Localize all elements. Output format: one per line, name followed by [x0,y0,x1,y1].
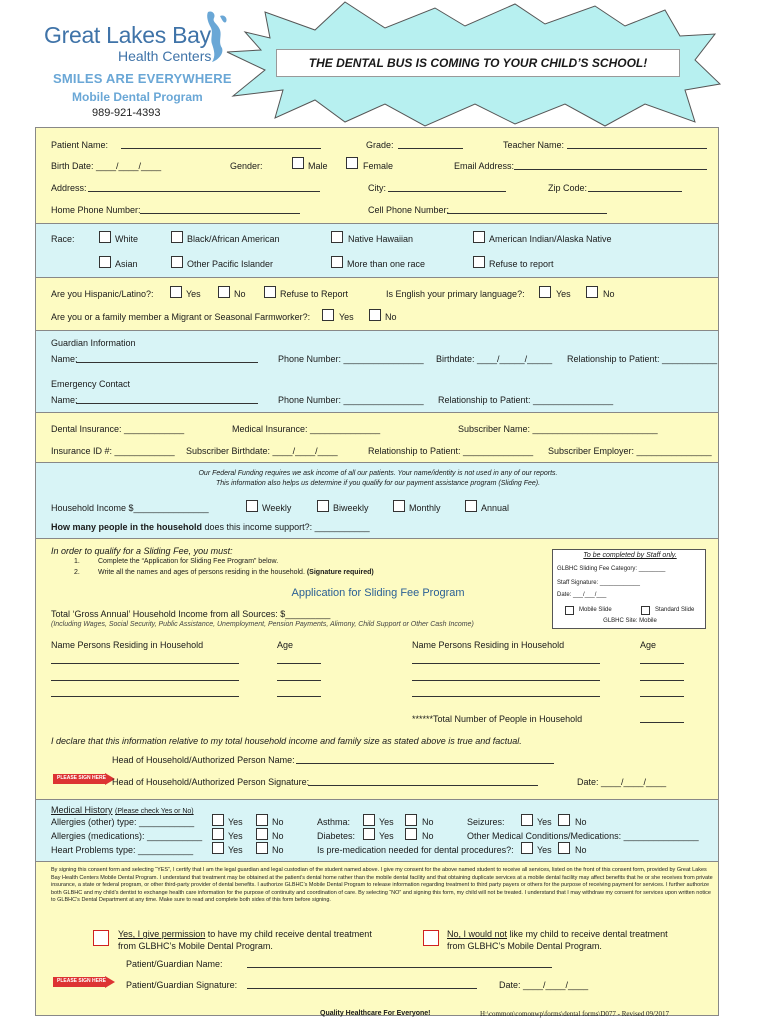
race-hawaiian-checkbox[interactable] [331,231,343,243]
guardian-name-consent-field[interactable] [247,967,552,968]
guardian-phone-label[interactable]: Phone Number: ________________ [278,354,424,364]
medical-section [35,799,719,861]
diabetes-label: Diabetes: [317,831,356,841]
hoh-signature-field[interactable] [308,785,538,786]
qualify-heading: In order to qualify for a Sliding Fee, you must: [51,546,233,556]
migrant-question: Are you or a family member a Migrant or Seasonal Farmworker?: [51,312,311,322]
income-section [35,462,719,538]
race-more-checkbox[interactable] [331,256,343,268]
city-field[interactable] [388,191,506,192]
yes-label: Yes [379,831,394,841]
zip-label: Zip Code: [548,183,588,193]
address-field[interactable] [88,191,320,192]
yes-label: Yes [228,817,243,827]
consent-text: By signing this consent form and selecting “YES”, I certify that I am the legal guardian and legal custodian of the student named above. I give my consent for the above named student to receive all services, listed on the front of this consent form, provided by Great Lakes Bay Health Centers Mobile Dental Program. I understand that treatment may be obtained at the patient’s dental home rather than the mobile dental facility and that obtaining duplicate services at a mobile dental facility may affect benefits that he or she receives from private insurance, a state or federal program, or other third-party provider of dental benefits. I authorize GLBHC’s Mobile Dental Program to release information regarding treatment to third party payers or others for the purpose of receiving payment for services. I further authorize both GLBHC and my child’s dentist to exchange health care information for the purpose of continuity and coordination of care. By selecting “NO” and signing this form, my child will not be treated. I understand that I may withdraw my consent for services upon written notice to GLBHC’s Dental Department at any time. Make sure to read and complete both sides of this form before signing. [51,867,713,903]
hispanic-section [35,277,719,330]
cell-phone-label: Cell Phone Number: [368,205,450,215]
signature-required: (Signature required) [306,569,374,576]
yes-label: Yes [537,817,552,827]
monthly-checkbox[interactable] [393,500,405,512]
guardian-name-consent-label: Patient/Guardian Name: [126,959,223,969]
medical-history-title: Medical History [51,805,113,815]
race-section [35,223,719,277]
household-name-line[interactable] [412,696,600,697]
seizures-yes-checkbox[interactable] [521,814,533,826]
biweekly-checkbox[interactable] [317,500,329,512]
race-asian-checkbox[interactable] [99,256,111,268]
household-age-line[interactable] [640,663,684,664]
diabetes-yes-checkbox[interactable] [363,828,375,840]
race-black-label: Black/African American [187,234,280,244]
subscriber-name-label[interactable]: Subscriber Name: _________________________ [458,424,658,434]
migrant-no-label: No [385,312,397,322]
step-2-number: 2. [74,569,80,576]
yes-label: Yes [537,845,552,855]
declaration: I declare that this information relative to my total household income and family size as stated above is true and factual. [51,736,522,746]
standard-slide-checkbox[interactable] [641,606,650,615]
birth-date-label: Birth Date: ____/____/____ [51,161,162,171]
asthma-yes-checkbox[interactable] [363,814,375,826]
grade-label: Grade: [366,140,394,150]
insurance-id-label[interactable]: Insurance ID #: ____________ [51,446,175,456]
how-many-label[interactable]: does this income support?: ___________ [204,522,370,532]
race-native-checkbox[interactable] [473,231,485,243]
check-yes-no-note: (Please check Yes or No) [115,808,194,815]
household-name-line[interactable] [51,680,239,681]
staff-title: To be completed by Staff only. [583,552,677,559]
race-label: Race: [51,234,75,244]
no-label: No [272,831,284,841]
bus-title: THE DENTAL BUS IS COMING TO YOUR CHILD’S SCHOOL! [276,49,680,77]
no-label: No [272,845,284,855]
heart-no-checkbox[interactable] [256,842,268,854]
allergies-other-yes-checkbox[interactable] [212,814,224,826]
other-conditions-label[interactable]: Other Medical Conditions/Medications: _______________ [467,831,699,841]
org-subtitle: Health Centers [118,48,212,64]
funding-note-1: Our Federal Funding requires we ask income of all our patients. Your name/identity is not used in any of our reports. [198,470,558,477]
hoh-signature-label: Head of Household/Authorized Person Signature: [112,777,310,787]
biweekly-label: Biweekly [333,503,369,513]
weekly-checkbox[interactable] [246,500,258,512]
household-age-line[interactable] [277,680,321,681]
monthly-label: Monthly [409,503,441,513]
standard-slide-label: Standard Slide [655,607,695,613]
guardian-birthdate-label[interactable]: Birthdate: ____/_____/_____ [436,354,553,364]
email-field[interactable] [514,169,707,170]
no-label: No [422,831,434,841]
race-refuse-label: Refuse to report [489,259,554,269]
smiles-tagline: SMILES ARE EVERYWHERE [53,71,232,86]
total-income-label[interactable]: Total ‘Gross Annual’ Household Income from all Sources: $_________ [51,609,331,619]
household-age-line[interactable] [640,696,684,697]
sign-here-label: PLEASE SIGN HERE [57,978,106,984]
hispanic-yes-checkbox[interactable] [170,286,182,298]
patient-name-label: Patient Name: [51,140,109,150]
staff-box [552,549,706,629]
hispanic-refuse-checkbox[interactable] [264,286,276,298]
consent-section [35,861,719,1016]
asthma-label: Asthma: [317,817,351,827]
gender-label: Gender: [230,161,263,171]
english-yes-checkbox[interactable] [539,286,551,298]
female-checkbox[interactable] [346,157,358,169]
english-yes-label: Yes [556,289,571,299]
hoh-date-label[interactable]: Date: ____/____/____ [577,777,667,787]
race-black-checkbox[interactable] [171,231,183,243]
funding-note-2: This information also helps us determine if you qualify for our payment assistance program (Sliding Fee). [215,480,541,487]
grade-field[interactable] [398,148,463,149]
allergies-med-label[interactable]: Allergies (medications): ___________ [51,831,203,841]
phone-number: 989-921-4393 [92,107,161,119]
annual-checkbox[interactable] [465,500,477,512]
household-name-line[interactable] [51,663,239,664]
cell-phone-field[interactable] [447,213,607,214]
teacher-field[interactable] [567,148,707,149]
hoh-name-label: Head of Household/Authorized Person Name: [112,755,295,765]
emergency-title: Emergency Contact [51,379,131,389]
staff-signature[interactable]: Staff Signature: ____________ [557,580,640,586]
race-pacific-checkbox[interactable] [171,256,183,268]
staff-category[interactable]: GLBHC Sliding Fee Category: ________ [557,566,666,572]
diabetes-no-checkbox[interactable] [405,828,417,840]
yes-label: Yes [228,845,243,855]
hispanic-yes-label: Yes [186,289,201,299]
seizures-label: Seizures: [467,817,505,827]
consent-yes-line2: from GLBHC’s Mobile Dental Program. [118,941,273,951]
english-question: Is English your primary language?: [386,289,525,299]
consent-no-rest: like my child to receive dental treatment [509,929,668,939]
heart-label[interactable]: Heart Problems type: ___________ [51,845,194,855]
total-people-label: ******Total Number of People in Household [412,714,583,724]
no-label: No [575,817,587,827]
yes-label: Yes [379,817,394,827]
subscriber-birthdate-label[interactable]: Subscriber Birthdate: ____/____/____ [186,446,338,456]
consent-yes-underline: Yes, I give permission [118,929,206,939]
col-name-right: Name Persons Residing in Household [412,640,565,650]
consent-yes-rest: to have my child receive dental treatment [207,929,372,939]
race-asian-label: Asian [115,259,138,269]
allergies-med-yes-checkbox[interactable] [212,828,224,840]
consent-no-checkbox[interactable] [423,930,439,946]
program-name: Mobile Dental Program [72,90,203,104]
subscriber-employer-label[interactable]: Subscriber Employer: _______________ [548,446,712,456]
household-name-line[interactable] [412,663,600,664]
race-white-checkbox[interactable] [99,231,111,243]
seizures-no-checkbox[interactable] [558,814,570,826]
emergency-name-label: Name: [51,395,78,405]
hoh-name-field[interactable] [296,763,554,764]
col-age-left: Age [277,640,294,650]
premed-yes-checkbox[interactable] [521,842,533,854]
email-label: Email Address: [454,161,515,171]
sliding-fee-section [35,538,719,799]
patient-name-field[interactable] [121,148,321,149]
medical-insurance-label[interactable]: Medical Insurance: ______________ [232,424,381,434]
step-1-text: Complete the “Application for Sliding Fee Program” below. [98,558,279,565]
yes-label: Yes [228,831,243,841]
sign-here-label: PLEASE SIGN HERE [57,775,106,781]
allergies-other-no-checkbox[interactable] [256,814,268,826]
male-label: Male [308,161,328,171]
including-note: (Including Wages, Social Security, Public Assistance, Unemployment, Pension Payments, Alimony, Child Support or Other Cash Income) [51,621,474,628]
no-label: No [272,817,284,827]
guardian-name-field[interactable] [76,362,258,363]
no-label: No [422,817,434,827]
race-pacific-label: Other Pacific Islander [187,259,274,269]
emergency-name-field[interactable] [76,403,258,404]
hispanic-no-label: No [234,289,246,299]
how-many-bold: How many people in the household [51,522,203,532]
consent-yes-checkbox[interactable] [93,930,109,946]
male-checkbox[interactable] [292,157,304,169]
female-label: Female [363,161,394,171]
col-name-left: Name Persons Residing in Household [51,640,204,650]
english-no-label: No [603,289,615,299]
dental-insurance-label[interactable]: Dental Insurance: ____________ [51,424,185,434]
hispanic-question: Are you Hispanic/Latino?: [51,289,154,299]
insurance-relationship-label[interactable]: Relationship to Patient: ______________ [368,446,534,456]
household-income-label[interactable]: Household Income $_______________ [51,503,209,513]
race-refuse-checkbox[interactable] [473,256,485,268]
application-title: Application for Sliding Fee Program [291,587,465,599]
address-label: Address: [51,183,87,193]
step-2-text: Write all the names and ages of persons residing in the household. [98,569,305,576]
staff-site: GLBHC Site: Mobile [603,618,657,624]
household-age-line[interactable] [277,663,321,664]
guardian-date-label[interactable]: Date: ____/____/____ [499,980,589,990]
race-white-label: White [115,234,139,244]
step-1-number: 1. [74,558,80,565]
guardian-title: Guardian Information [51,338,136,348]
org-title: Great Lakes Bay [44,22,211,48]
household-name-line[interactable] [412,680,600,681]
asthma-no-checkbox[interactable] [405,814,417,826]
hispanic-refuse-label: Refuse to Report [280,289,349,299]
guardian-name-label: Name: [51,354,78,364]
no-label: No [575,845,587,855]
weekly-label: Weekly [262,503,292,513]
allergies-med-no-checkbox[interactable] [256,828,268,840]
premed-no-checkbox[interactable] [558,842,570,854]
emergency-phone-label[interactable]: Phone Number: ________________ [278,395,424,405]
migrant-yes-checkbox[interactable] [322,309,334,321]
heart-yes-checkbox[interactable] [212,842,224,854]
household-age-line[interactable] [640,680,684,681]
patient-section [35,127,719,223]
household-name-line[interactable] [51,696,239,697]
mobile-slide-label: Mobile Slide [579,607,612,613]
guardian-signature-field[interactable] [247,988,477,989]
guardian-signature-label: Patient/Guardian Signature: [126,980,238,990]
guardian-relationship-label[interactable]: Relationship to Patient: ___________ [567,354,718,364]
premed-label: Is pre-medication needed for dental procedures?: [317,845,514,855]
home-phone-field[interactable] [140,213,300,214]
race-more-label: More than one race [347,259,426,269]
english-no-checkbox[interactable] [586,286,598,298]
race-hawaiian-label: Native Hawaiian [348,234,414,244]
footer-path: H:\common\comonwp\forms\dental forms\D077 - Revised 09/2017 [480,1010,669,1018]
guardian-section [35,330,719,412]
footer-slogan: Quality Healthcare For Everyone! [320,1010,431,1017]
total-people-field[interactable] [640,722,684,723]
household-age-line[interactable] [277,696,321,697]
migrant-no-checkbox[interactable] [369,309,381,321]
staff-date[interactable]: Date: ___/___/___ [557,592,607,598]
col-age-right: Age [640,640,657,650]
emergency-relationship-label[interactable]: Relationship to Patient: ________________ [438,395,614,405]
home-phone-label: Home Phone Number: [51,205,141,215]
zip-field[interactable] [588,191,682,192]
mobile-slide-checkbox[interactable] [565,606,574,615]
allergies-other-label[interactable]: Allergies (other) type: ___________ [51,817,195,827]
race-native-label: American Indian/Alaska Native [489,234,612,244]
consent-no-line2: from GLBHC’s Mobile Dental Program. [447,941,602,951]
migrant-yes-label: Yes [339,312,354,322]
teacher-label: Teacher Name: [503,140,565,150]
hispanic-no-checkbox[interactable] [218,286,230,298]
annual-label: Annual [481,503,510,513]
insurance-section [35,412,719,462]
consent-no-underline: No, I would not [447,929,508,939]
city-label: City: [368,183,386,193]
